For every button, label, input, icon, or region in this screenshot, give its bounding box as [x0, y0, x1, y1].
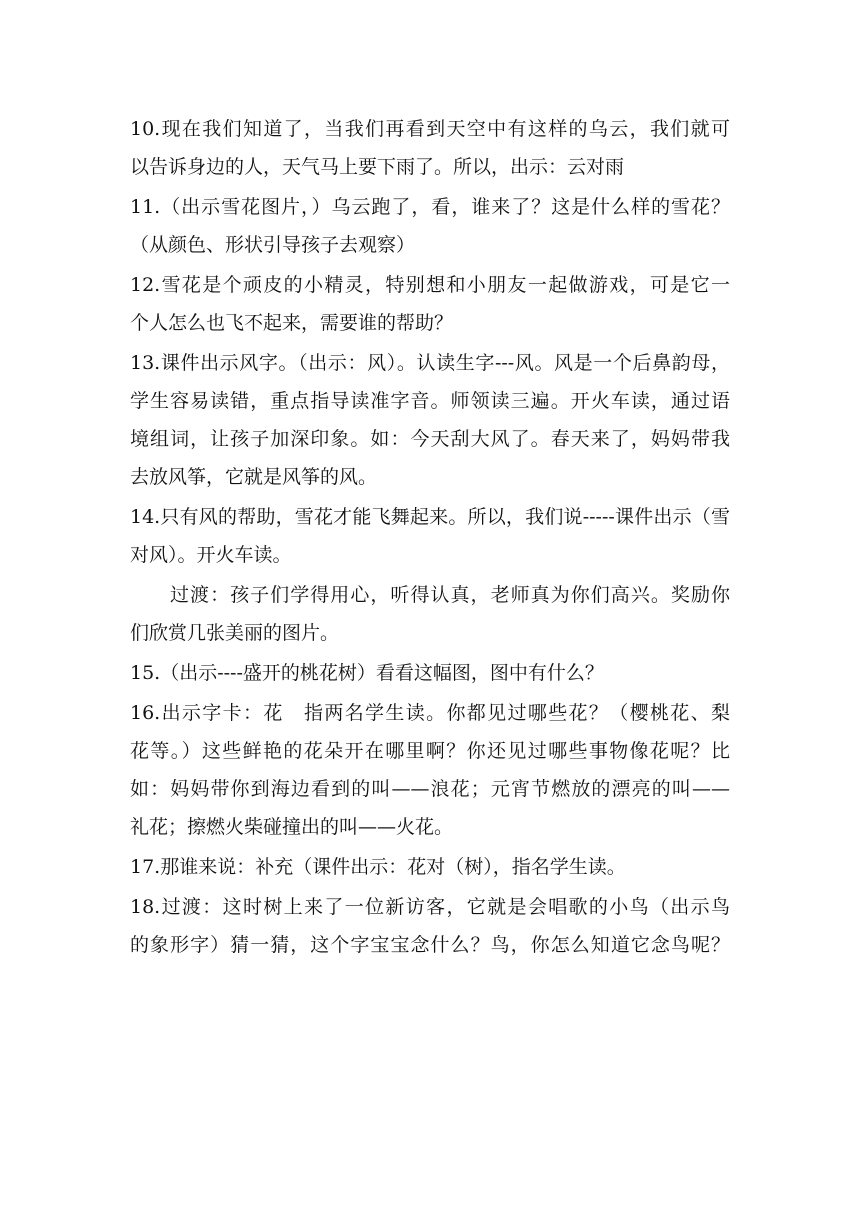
paragraph-transition	[130, 576, 730, 652]
text-line: 的象形字）猜一猜，这个字宝宝念什么？鸟，你怎么知道它念鸟呢？	[130, 934, 730, 956]
text-line: 12.雪花是个顽皮的小精灵，特别想和小朋友一起做游戏，可是它一	[130, 274, 730, 296]
paragraph-11	[130, 188, 730, 264]
paragraph-12	[130, 266, 730, 342]
text-line: 对风）。开火车读。	[130, 544, 292, 566]
text-line: 过渡：孩子们学得用心，听得认真，老师真为你们高兴。奖励你	[170, 584, 730, 606]
paragraph-17	[130, 848, 730, 886]
text-line: （从颜色、形状引导孩子去观察）	[130, 234, 416, 256]
text-line: 13.课件出示风字。（出示：风）。认读生字---风。风是一个后鼻韵母，	[130, 352, 730, 374]
text-line: 10.现在我们知道了，当我们再看到天空中有这样的乌云，我们就可	[130, 118, 730, 140]
paragraph-13	[130, 344, 730, 496]
text-line: 17.那谁来说：补充（课件出示：花对（树），指名学生读。	[130, 856, 626, 878]
text-line: 以告诉身边的人，天气马上要下雨了。所以，出示：云对雨	[130, 156, 625, 178]
text-line: 学生容易读错，重点指导读准字音。师领读三遍。开火车读，通过语	[130, 390, 730, 412]
text-line: 15.（出示----盛开的桃花树）看看这幅图，图中有什么？	[130, 662, 604, 684]
paragraph-15	[130, 654, 730, 692]
text-line: 去放风筝，它就是风筝的风。	[130, 466, 378, 488]
text-line: 16.出示字卡：花 指两名学生读。你都见过哪些花？（樱桃花、梨	[130, 702, 730, 724]
text-line: 花等。）这些鲜艳的花朵开在哪里啊？你还见过哪些事物像花呢？比	[130, 740, 730, 762]
text-line: 们欣赏几张美丽的图片。	[130, 622, 340, 644]
text-line: 境组词，让孩子加深印象。如：今天刮大风了。春天来了，妈妈带我	[130, 428, 730, 450]
text-line: 个人怎么也飞不起来，需要谁的帮助？	[130, 312, 454, 334]
text-line: 如：妈妈带你到海边看到的叫——浪花；元宵节燃放的漂亮的叫——	[130, 778, 730, 800]
paragraph-16	[130, 694, 730, 846]
text-line: 11.（出示雪花图片，）乌云跑了，看，谁来了？这是什么样的雪花？	[130, 196, 730, 218]
document-page	[130, 110, 730, 966]
paragraph-14	[130, 498, 730, 574]
text-line: 礼花；擦燃火柴碰撞出的叫——火花。	[130, 816, 454, 838]
text-line: 18.过渡：这时树上来了一位新访客，它就是会唱歌的小鸟（出示鸟	[130, 896, 730, 918]
text-line: 14.只有风的帮助，雪花才能飞舞起来。所以，我们说-----课件出示（雪	[130, 506, 730, 528]
paragraph-10	[130, 110, 730, 186]
paragraph-18	[130, 888, 730, 964]
